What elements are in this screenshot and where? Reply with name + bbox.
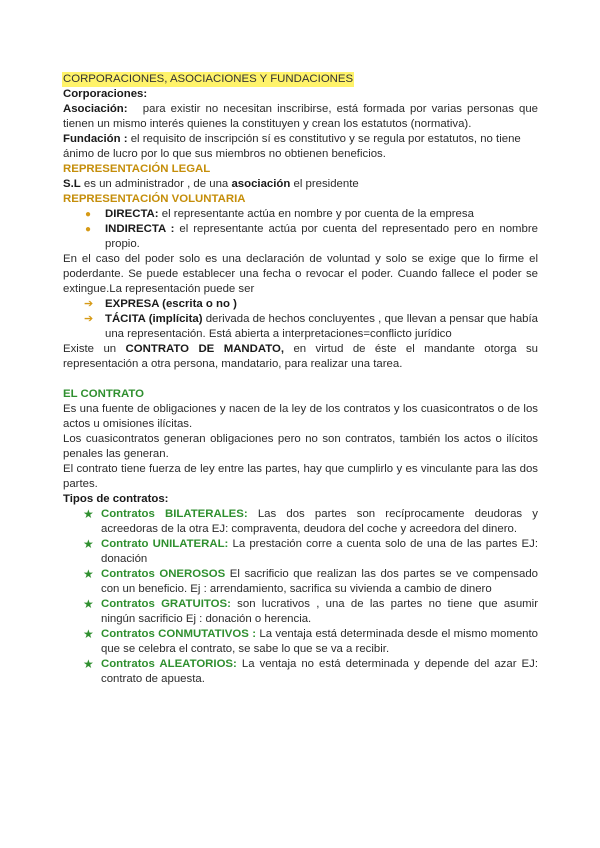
star-icon: ★: [83, 597, 94, 611]
representacion-types-list: [63, 297, 538, 342]
bullet-dot-icon: ●: [85, 224, 92, 235]
star-icon: ★: [83, 537, 94, 551]
representacion-legal-heading: REPRESENTACIÓN LEGAL: [63, 163, 211, 175]
tipos-contratos-list: [63, 507, 538, 687]
list-item: ★ Contratos ALEATORIOS: La ventaja no está determinada y depende del azar EJ: contrato de apuesta.: [83, 657, 538, 685]
poder-paragraph: En el caso del poder solo es una declaración de voluntad y solo se exige que lo firme el poderdante. Se puede establecer una fecha o revocar el poder. Cuando fallece el poder se extingue.La representación puede ser: [63, 253, 538, 295]
list-item: ● DIRECTA: el representante actúa en nombre y por cuenta de la empresa: [85, 208, 474, 220]
contrato-paragraph-2: Los cuasicontratos generan obligaciones pero no son contratos, también los actos o ilícitos penales las generan.: [63, 433, 538, 460]
page-title: CORPORACIONES, ASOCIACIONES Y FUNDACIONES: [63, 73, 354, 85]
list-item: ★ Contratos BILATERALES: Las dos partes son recíprocamente deudoras y acreedoras de la otra EJ: compraventa, deudora del coche y acreedora del dinero.: [83, 507, 538, 535]
bullet-dot-icon: ●: [85, 209, 92, 220]
list-item: ● INDIRECTA : el representante actúa por cuenta del representado pero en nombre propio.: [85, 223, 538, 250]
representacion-voluntaria-list: [63, 207, 538, 252]
contrato-heading: EL CONTRATO: [63, 388, 145, 400]
star-icon: ★: [83, 657, 94, 671]
list-item: ★ Contratos ONEROSOS El sacrificio que realizan las dos partes se ve compensado con un beneficio. Ej : arrendamiento, sacrifica su vivienda a cambio de dinero: [83, 567, 539, 595]
list-item: ★ Contratos GRATUITOS: son lucrativos , una de las partes no tiene que asumir ningún sacrificio Ej : donación o herencia.: [83, 597, 538, 625]
tipos-heading: Tipos de contratos:: [63, 493, 169, 505]
fundacion-paragraph: Fundación : el requisito de inscripción sí es constitutivo y se regula por estatutos, no tiene ánimo de lucro por lo que sus miembros no obtienen beneficios.: [63, 133, 521, 160]
list-item: ➔ EXPRESA (escrita o no ): [84, 298, 237, 310]
representacion-voluntaria-heading: REPRESENTACIÓN VOLUNTARIA: [63, 193, 246, 205]
list-item: ★ Contratos CONMUTATIVOS : La ventaja está determinada desde el mismo momento que se celebra el contrato, se sabe lo que se va a recibir.: [83, 627, 539, 655]
arrow-right-icon: ➔: [84, 313, 94, 325]
star-icon: ★: [83, 567, 94, 581]
contrato-paragraph-1: Es una fuente de obligaciones y nacen de la ley de los contratos y los cuasicontratos o de los actos u omisiones ilícitas.: [63, 403, 538, 430]
list-item: ➔ TÁCITA (implícita) derivada de hechos concluyentes , que llevan a pensar que había una representación. Está abierta a interpretaciones=conflicto jurídico: [84, 313, 538, 340]
arrow-right-icon: ➔: [84, 298, 94, 310]
list-item: ★ Contrato UNILATERAL: La prestación corre a cuenta solo de una de las partes EJ: donación: [83, 537, 538, 565]
star-icon: ★: [83, 507, 94, 521]
corporaciones-heading: Corporaciones:: [63, 88, 148, 100]
representacion-legal-text: S.L es un administrador , de una asociación el presidente: [63, 178, 359, 190]
asociacion-paragraph: Asociación: para existir no necesitan inscribirse, está formada por varias personas que tienen un mismo interés quienes la constituyen y crean los estatutos (normativa).: [63, 103, 538, 130]
contrato-paragraph-3: El contrato tiene fuerza de ley entre las partes, hay que cumplirlo y es vinculante para las dos partes.: [63, 463, 538, 490]
document-content: [63, 72, 538, 687]
mandato-paragraph: Existe un CONTRATO DE MANDATO, en virtud de éste el mandante otorga su representación a otra persona, mandatario, para realizar una tarea.: [63, 343, 538, 370]
star-icon: ★: [83, 627, 94, 641]
